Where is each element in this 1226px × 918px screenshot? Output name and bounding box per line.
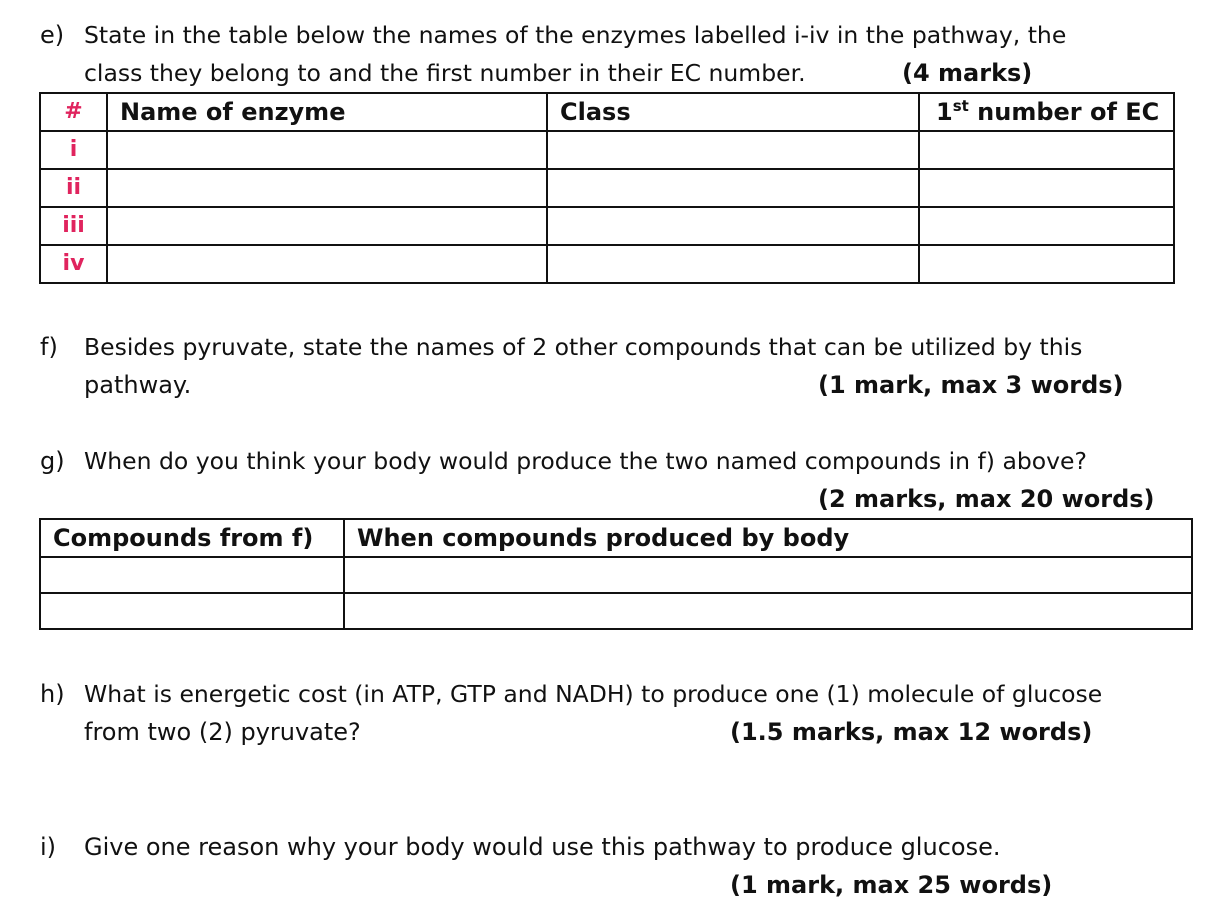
enzyme-class-cell[interactable] (547, 131, 919, 169)
question-i-text-line1: Give one reason why your body would use this pathway to produce glucose. (84, 833, 1001, 861)
question-f-text-line2: pathway. (84, 371, 192, 399)
question-e-marks: (4 marks) (902, 59, 1033, 87)
question-f-marks: (1 mark, max 3 words) (818, 371, 1124, 399)
compound-cell[interactable] (40, 593, 344, 629)
enzyme-class-cell[interactable] (547, 207, 919, 245)
when-produced-cell[interactable] (344, 593, 1192, 629)
question-f-text-line1: Besides pyruvate, state the names of 2 other compounds that can be utilized by this (84, 333, 1083, 361)
enzyme-class-cell[interactable] (547, 169, 919, 207)
header-when-produced: When compounds produced by body (344, 519, 1192, 557)
table-row (40, 207, 1174, 245)
table-row (40, 131, 1174, 169)
compounds-table-header (40, 519, 1192, 557)
question-h-marks: (1.5 marks, max 12 words) (730, 718, 1093, 746)
header-ec-number (919, 93, 1174, 131)
question-h-text-line2: from two (2) pyruvate? (84, 718, 361, 746)
question-e-label: e) (40, 21, 65, 49)
enzyme-ec-cell[interactable] (919, 207, 1174, 245)
question-e-text-line1: State in the table below the names of the enzymes labelled i-iv in the pathway, the (84, 21, 1067, 49)
row-label-iii: iii (40, 207, 107, 245)
question-g-text-line1: When do you think your body would produce the two named compounds in f) above? (84, 447, 1087, 475)
header-class: Class (547, 93, 919, 131)
enzyme-name-cell[interactable] (107, 207, 547, 245)
enzyme-ec-cell[interactable] (919, 169, 1174, 207)
row-label-iv: iv (40, 245, 107, 283)
enzyme-table (39, 92, 1175, 284)
enzyme-name-cell[interactable] (107, 131, 547, 169)
row-label-ii: ii (40, 169, 107, 207)
enzyme-ec-cell[interactable] (919, 245, 1174, 283)
enzyme-ec-cell[interactable] (919, 131, 1174, 169)
enzyme-table-header (40, 93, 1174, 131)
question-h-label: h) (40, 680, 65, 708)
table-row (40, 245, 1174, 283)
header-compounds: Compounds from f) (40, 519, 344, 557)
header-hash: # (40, 93, 107, 131)
compound-cell[interactable] (40, 557, 344, 593)
row-label-i: i (40, 131, 107, 169)
question-i-label: i) (40, 833, 57, 861)
question-h-text-line1: What is energetic cost (in ATP, GTP and NADH) to produce one (1) molecule of glucose (84, 680, 1103, 708)
header-enzyme-name: Name of enzyme (107, 93, 547, 131)
table-row (40, 169, 1174, 207)
table-row (40, 593, 1192, 629)
question-i-marks: (1 mark, max 25 words) (730, 871, 1053, 899)
ec-ordinal: 1 (936, 98, 953, 126)
when-produced-cell[interactable] (344, 557, 1192, 593)
question-e-text-line2: class they belong to and the first number in their EC number. (84, 59, 806, 87)
question-g-marks: (2 marks, max 20 words) (818, 485, 1155, 513)
enzyme-class-cell[interactable] (547, 245, 919, 283)
ec-ordinal-suffix: st (952, 97, 969, 115)
table-row (40, 557, 1192, 593)
ec-header-label: number of EC (977, 98, 1160, 126)
question-g-label: g) (40, 447, 65, 475)
enzyme-name-cell[interactable] (107, 245, 547, 283)
question-f-label: f) (40, 333, 58, 361)
enzyme-name-cell[interactable] (107, 169, 547, 207)
compounds-table (39, 518, 1193, 630)
